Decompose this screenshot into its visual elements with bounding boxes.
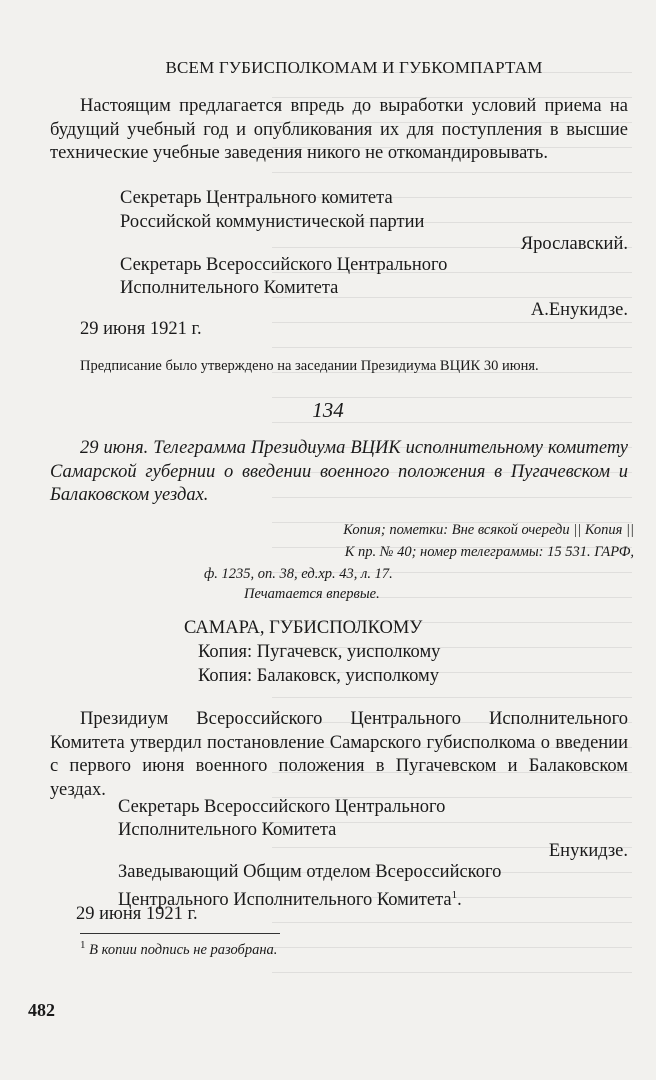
doc1-sig1-line2: Российской коммунистической партии (120, 212, 425, 232)
footnote-ref: 1 (451, 889, 458, 901)
doc2-date: 29 июня 1921 г. (76, 904, 198, 924)
footnote-divider (80, 933, 280, 934)
doc2-title: 29 июня. Телеграмма Президиума ВЦИК исполнительному комитету Самарской губернии о введении военного положения в Пугачевском и Балаковском уездах. (50, 438, 628, 506)
doc2-archive-line3: ф. 1235, оп. 38, ед.хр. 43, л. 17. (204, 566, 393, 582)
doc2-address-copy1: Копия: Пугачевск, уисполкому (198, 642, 441, 662)
doc2-number: 134 (312, 398, 344, 422)
doc2-sig2-line2-end: . (457, 890, 462, 911)
doc1-sig1-line1: Секретарь Центрального комитета (120, 188, 393, 208)
footnote-mark: 1 (80, 939, 86, 951)
doc2-sig1-name: Енукидзе. (548, 841, 628, 861)
doc2-archive-line4: Печатается впервые. (244, 586, 380, 602)
doc2-body: Президиум Всероссийского Центрального Исполнительного Комитета утвердил постановление Самарского губисполкома о введении с первого июня военного положения в Пугачевском и Балаковском уездах. (50, 709, 628, 800)
doc2-sig2-line1: Заведывающий Общим отделом Всероссийского (118, 862, 502, 882)
doc2-address-copy2: Копия: Балаковск, уисполкому (198, 666, 439, 686)
doc1-sig2-line1: Секретарь Всероссийского Центрального (120, 255, 448, 275)
doc2-sig1-line2: Исполнительного Комитета (118, 820, 337, 840)
doc2-sig1-line1: Секретарь Всероссийского Центрального (118, 797, 446, 817)
doc1-sig1-name: Ярославский. (520, 234, 628, 254)
doc2-address-main: САМАРА, ГУБИСПОЛКОМУ (184, 618, 423, 638)
doc2-sig2-line2-text: Центрального Исполнительного Комитета (118, 890, 452, 911)
doc1-heading: ВСЕМ ГУБИСПОЛКОМАМ И ГУБКОМПАРТАМ (165, 58, 543, 77)
doc1-date: 29 июня 1921 г. (80, 319, 202, 339)
doc1-body: Настоящим предлагается впредь до выработки условий приема на будущий учебный год и опубликования их для поступления в высшие технические учебные заведения никого не откомандировывать. (50, 96, 628, 164)
doc1-sig2-line2: Исполнительного Комитета (120, 278, 339, 298)
doc1-sig2-name: А.Енукидзе. (530, 300, 628, 320)
doc2-archive-line1: Копия; пометки: Вне всякой очереди || Копия || (343, 522, 634, 538)
doc1-note: Предписание было утверждено на заседании Президиума ВЦИК 30 июня. (80, 358, 539, 374)
footnote (80, 939, 480, 959)
footnote-text: В копии подпись не разобрана. (89, 941, 278, 958)
page-number: 482 (28, 1000, 55, 1020)
doc2-archive-line2: К пр. № 40; номер телеграммы: 15 531. ГАРФ, (344, 544, 634, 560)
